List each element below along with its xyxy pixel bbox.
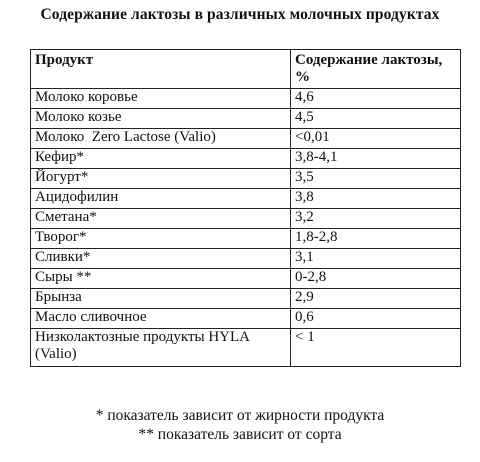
table-header-row <box>31 50 461 89</box>
lactose-cell: < 1 <box>291 329 461 367</box>
product-cell: Кефир* <box>31 149 291 169</box>
lactose-cell: 3,8 <box>291 189 461 209</box>
table-row <box>31 109 461 129</box>
product-cell: Сыры ** <box>31 269 291 289</box>
lactose-cell: 4,6 <box>291 89 461 109</box>
lactose-cell: 0,6 <box>291 309 461 329</box>
table-row <box>31 209 461 229</box>
product-cell: Масло сливочное <box>31 309 291 329</box>
table-row <box>31 169 461 189</box>
lactose-cell: 3,5 <box>291 169 461 189</box>
lactose-cell: 4,5 <box>291 109 461 129</box>
lactose-cell: 3,2 <box>291 209 461 229</box>
lactose-cell: 2,9 <box>291 289 461 309</box>
product-cell: Сливки* <box>31 249 291 269</box>
table-row <box>31 189 461 209</box>
lactose-cell: 3,8-4,1 <box>291 149 461 169</box>
lactose-cell: 1,8-2,8 <box>291 229 461 249</box>
table-row <box>31 269 461 289</box>
product-cell: Йогурт* <box>31 169 291 189</box>
page-title: Содержание лактозы в различных молочных продуктах <box>40 6 440 23</box>
table-row <box>31 309 461 329</box>
table-row <box>31 329 461 367</box>
table-row <box>31 149 461 169</box>
table-row <box>31 89 461 109</box>
header-product: Продукт <box>31 50 291 89</box>
product-cell: Молоко Zero Lactose (Valio) <box>31 129 291 149</box>
lactose-cell: 0-2,8 <box>291 269 461 289</box>
product-cell: Молоко коровье <box>31 89 291 109</box>
header-lactose: Содержание лактозы, % <box>291 50 461 89</box>
footnote-variety: ** показатель зависит от сорта <box>138 426 342 443</box>
product-cell: Низколактозные продукты HYLA (Valio) <box>31 329 291 367</box>
lactose-cell: <0,01 <box>291 129 461 149</box>
footnotes <box>0 406 480 444</box>
lactose-cell: 3,1 <box>291 249 461 269</box>
product-cell: Ацидофилин <box>31 189 291 209</box>
table-row <box>31 289 461 309</box>
lactose-table <box>30 49 461 367</box>
footnote-fat: * показатель зависит от жирности продукта <box>95 407 385 424</box>
table-row <box>31 249 461 269</box>
table-row <box>31 229 461 249</box>
product-cell: Молоко козье <box>31 109 291 129</box>
table-row <box>31 129 461 149</box>
product-cell: Творог* <box>31 229 291 249</box>
product-cell: Брынза <box>31 289 291 309</box>
product-cell: Сметана* <box>31 209 291 229</box>
